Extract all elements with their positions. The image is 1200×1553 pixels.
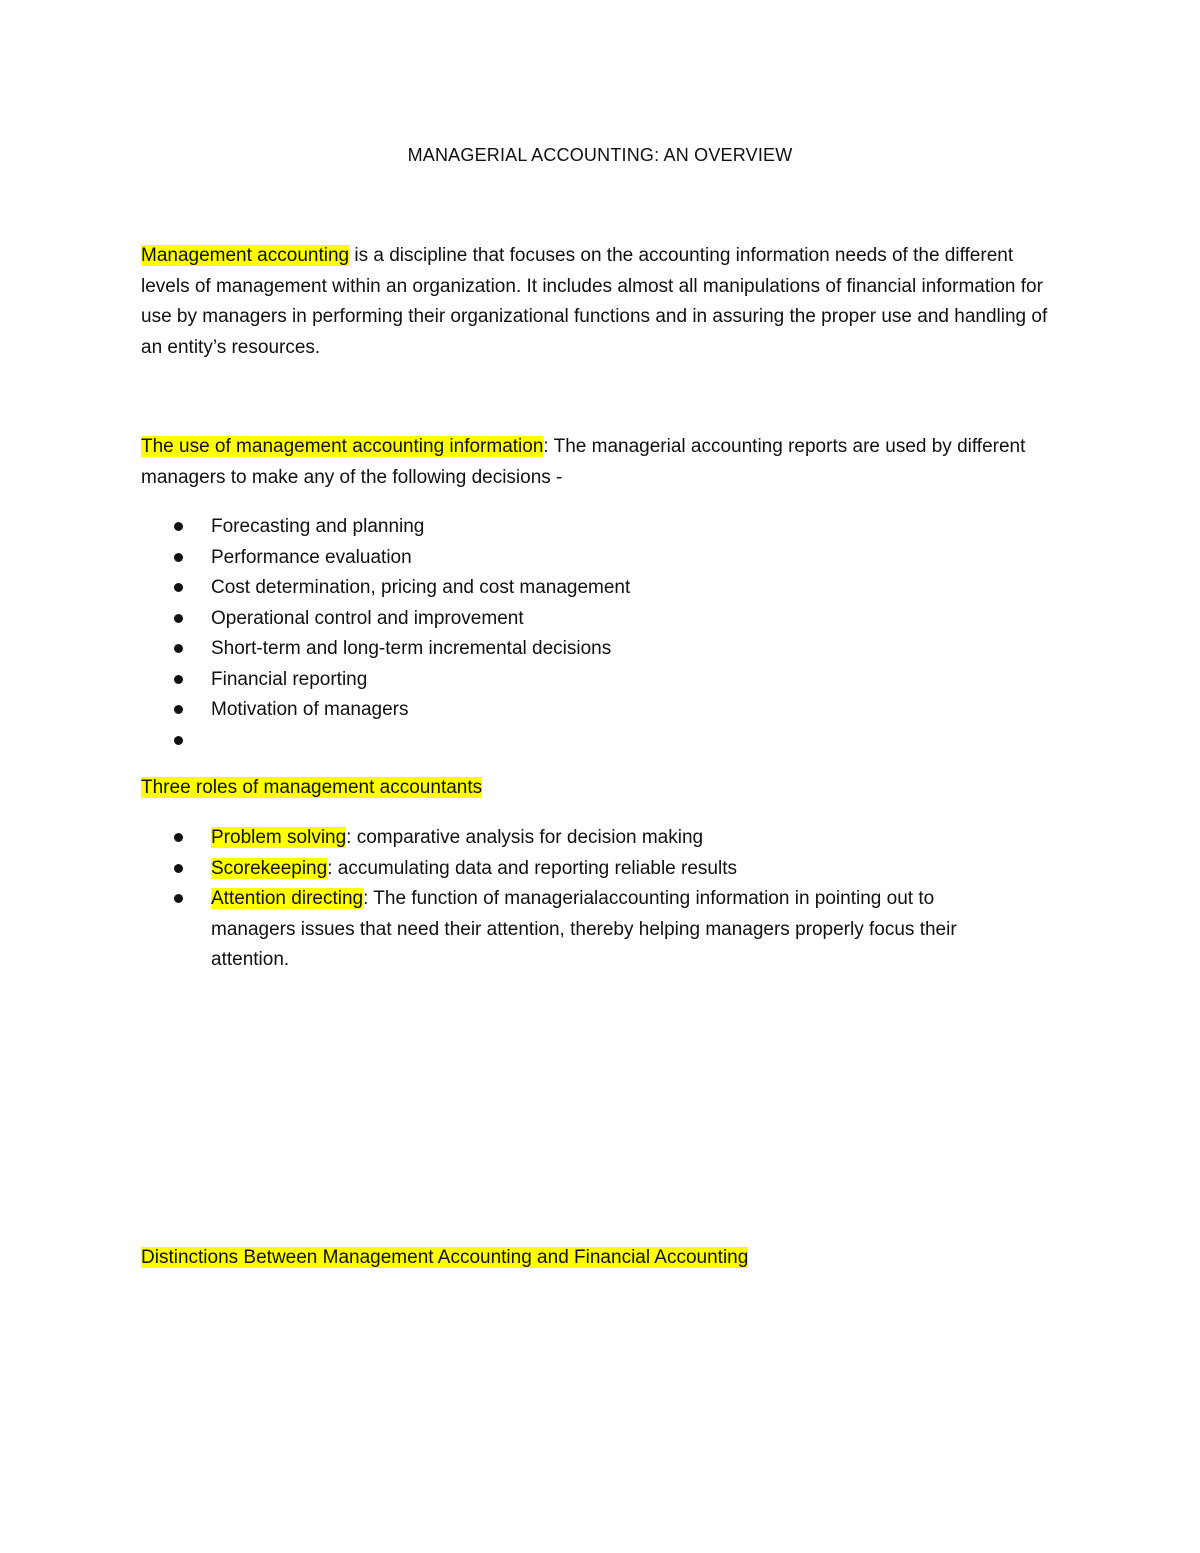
- intro-text: is a discipline that focuses on the accounting information needs of the different levels of management within an organization. It includes almost all manipulations of financial information for use by managers in performing their organizational functions and in assuring the proper use and handling of an entity’s resources.: [141, 245, 1048, 358]
- bullet-icon: [174, 644, 183, 653]
- bullet-icon: [174, 522, 183, 531]
- list-item: [141, 634, 1021, 665]
- list-item-text: Motivation of managers: [211, 699, 409, 720]
- roles-section-heading: [141, 773, 482, 803]
- list-item-text: Forecasting and planning: [211, 516, 425, 537]
- decisions-list: [141, 512, 1021, 756]
- list-item: [141, 884, 1021, 976]
- list-item: [141, 854, 1021, 885]
- list-item: [141, 573, 1021, 604]
- list-item-text: Financial reporting: [211, 668, 368, 690]
- page-title: MANAGERIAL ACCOUNTING: AN OVERVIEW: [407, 145, 793, 165]
- role-text: : accumulating data and reporting reliable results: [327, 857, 737, 879]
- use-section-heading: The use of management accounting information: [141, 436, 544, 457]
- list-item: [141, 604, 1021, 635]
- role-text: : The function of managerialaccounting information in pointing out to managers issues that need their attention, thereby helping managers properly focus their attention.: [211, 888, 957, 970]
- list-item: [141, 512, 1021, 543]
- bullet-icon: [174, 583, 183, 592]
- bullet-icon: [174, 553, 183, 562]
- bullet-icon: [174, 614, 183, 623]
- list-item: [141, 665, 1021, 696]
- roles-list: [141, 823, 1021, 976]
- list-item: [141, 695, 1021, 726]
- list-item: [141, 543, 1021, 574]
- list-item-text: Short-term and long-term incremental decisions: [211, 638, 612, 659]
- list-item-text: Cost determination, pricing and cost management: [211, 577, 631, 598]
- role-term: Attention directing: [211, 888, 364, 909]
- bullet-icon: [174, 675, 183, 684]
- bullet-icon: [174, 894, 183, 903]
- intro-term: Management accounting: [141, 245, 350, 266]
- list-item: [141, 726, 1021, 757]
- list-item: [141, 823, 1021, 854]
- intro-paragraph: [141, 241, 1061, 363]
- bullet-icon: [174, 833, 183, 842]
- bullet-icon: [174, 864, 183, 873]
- list-item-text: Operational control and improvement: [211, 607, 524, 629]
- distinctions-heading-text: Distinctions Between Management Accounting and Financial Accounting: [141, 1247, 749, 1268]
- roles-heading-text: Three roles of management accountants: [141, 777, 483, 798]
- role-term: Problem solving: [211, 827, 347, 848]
- bullet-icon: [174, 705, 183, 714]
- use-section-text: : The managerial accounting reports are used by different managers to make any of the following decisions -: [141, 436, 1026, 488]
- role-text: : comparative analysis for decision making: [346, 827, 704, 848]
- role-term: Scorekeeping: [211, 857, 328, 879]
- use-section-paragraph: [141, 432, 1061, 493]
- distinctions-heading: [141, 1243, 748, 1273]
- list-item-text: Performance evaluation: [211, 546, 412, 568]
- bullet-icon: [174, 736, 183, 745]
